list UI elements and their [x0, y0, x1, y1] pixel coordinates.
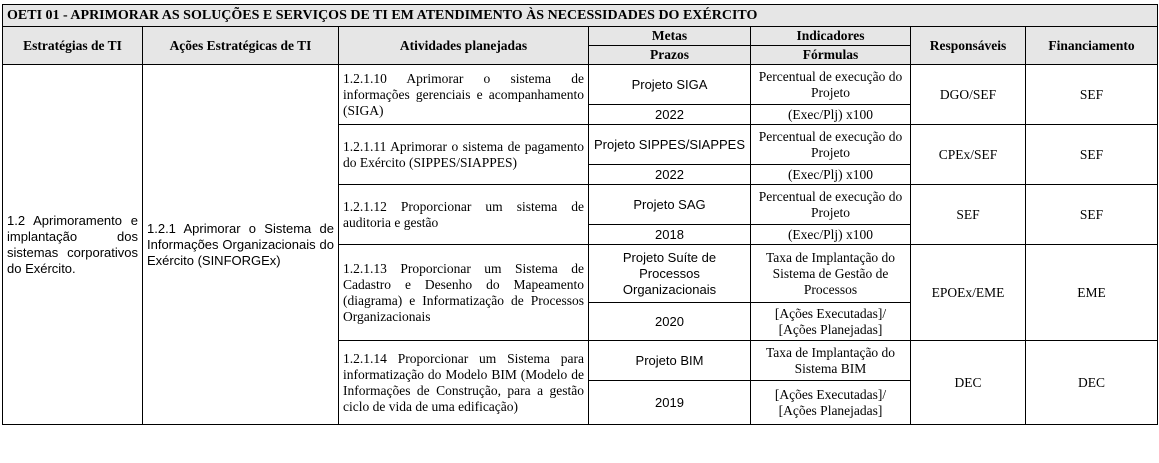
- atividade-cell: 1.2.1.13 Proporcionar um Sistema de Cadastro e Desenho do Mapeamento (diagrama) e Informatização de Processos Organizacionais: [339, 245, 589, 341]
- indicador-cell: Percentual de execução do Projeto: [751, 185, 911, 225]
- meta-cell: Projeto SIGA: [589, 65, 751, 105]
- responsavel-cell: DGO/SEF: [911, 65, 1026, 125]
- indicador-cell: Taxa de Implantação do Sistema de Gestão de Processos: [751, 245, 911, 303]
- formula-cell: (Exec/Plj) x100: [751, 105, 911, 125]
- header-atividades: Atividades planejadas: [339, 27, 589, 65]
- responsavel-cell: SEF: [911, 185, 1026, 245]
- prazo-cell: 2022: [589, 105, 751, 125]
- table-row: [3, 65, 1158, 105]
- formula-cell: (Exec/Plj) x100: [751, 225, 911, 245]
- formula-cell: (Exec/Plj) x100: [751, 165, 911, 185]
- atividade-cell: 1.2.1.11 Aprimorar o sistema de pagamento do Exército (SIPPES/SIAPPES): [339, 125, 589, 185]
- atividade-cell: 1.2.1.12 Proporcionar um sistema de auditoria e gestão: [339, 185, 589, 245]
- header-estrategias: Estratégias de TI: [3, 27, 143, 65]
- indicador-cell: Percentual de execução do Projeto: [751, 65, 911, 105]
- prazo-cell: 2018: [589, 225, 751, 245]
- indicador-cell: Percentual de execução do Projeto: [751, 125, 911, 165]
- acao-cell: 1.2.1 Aprimorar o Sistema de Informações Organizacionais do Exército (SINFORGEx): [143, 65, 339, 425]
- meta-cell: Projeto SAG: [589, 185, 751, 225]
- responsavel-cell: EPOEx/EME: [911, 245, 1026, 341]
- indicador-cell: Taxa de Implantação do Sistema BIM: [751, 341, 911, 381]
- meta-cell: Projeto BIM: [589, 341, 751, 381]
- header-responsaveis: Responsáveis: [911, 27, 1026, 65]
- header-metas: Metas: [589, 27, 751, 46]
- responsavel-cell: CPEx/SEF: [911, 125, 1026, 185]
- estrategia-cell: 1.2 Aprimoramento e implantação dos sistemas corporativos do Exército.: [3, 65, 143, 425]
- header-row-1: [3, 27, 1158, 46]
- title-row: [3, 5, 1158, 27]
- financiamento-cell: SEF: [1026, 185, 1158, 245]
- goals-table: [2, 4, 1158, 425]
- formula-cell: [Ações Executadas]/ [Ações Planejadas]: [751, 381, 911, 425]
- financiamento-cell: SEF: [1026, 125, 1158, 185]
- financiamento-cell: DEC: [1026, 341, 1158, 425]
- responsavel-cell: DEC: [911, 341, 1026, 425]
- financiamento-cell: EME: [1026, 245, 1158, 341]
- header-prazos: Prazos: [589, 46, 751, 65]
- prazo-cell: 2020: [589, 303, 751, 341]
- header-formulas: Fórmulas: [751, 46, 911, 65]
- header-financiamento: Financiamento: [1026, 27, 1158, 65]
- meta-cell: Projeto SIPPES/SIAPPES: [589, 125, 751, 165]
- atividade-cell: 1.2.1.10 Aprimorar o sistema de informações gerenciais e acompanhamento (SIGA): [339, 65, 589, 125]
- financiamento-cell: SEF: [1026, 65, 1158, 125]
- prazo-cell: 2022: [589, 165, 751, 185]
- header-acoes: Ações Estratégicas de TI: [143, 27, 339, 65]
- formula-cell: [Ações Executadas]/ [Ações Planejadas]: [751, 303, 911, 341]
- atividade-cell: 1.2.1.14 Proporcionar um Sistema para informatização do Modelo BIM (Modelo de Informações de Construção, para a gestão ciclo de vida de uma edificação): [339, 341, 589, 425]
- prazo-cell: 2019: [589, 381, 751, 425]
- table-title: OETI 01 - APRIMORAR AS SOLUÇÕES E SERVIÇOS DE TI EM ATENDIMENTO ÀS NECESSIDADES DO EXÉRCITO: [3, 5, 1158, 27]
- header-indicadores: Indicadores: [751, 27, 911, 46]
- meta-cell: Projeto Suíte de Processos Organizacionais: [589, 245, 751, 303]
